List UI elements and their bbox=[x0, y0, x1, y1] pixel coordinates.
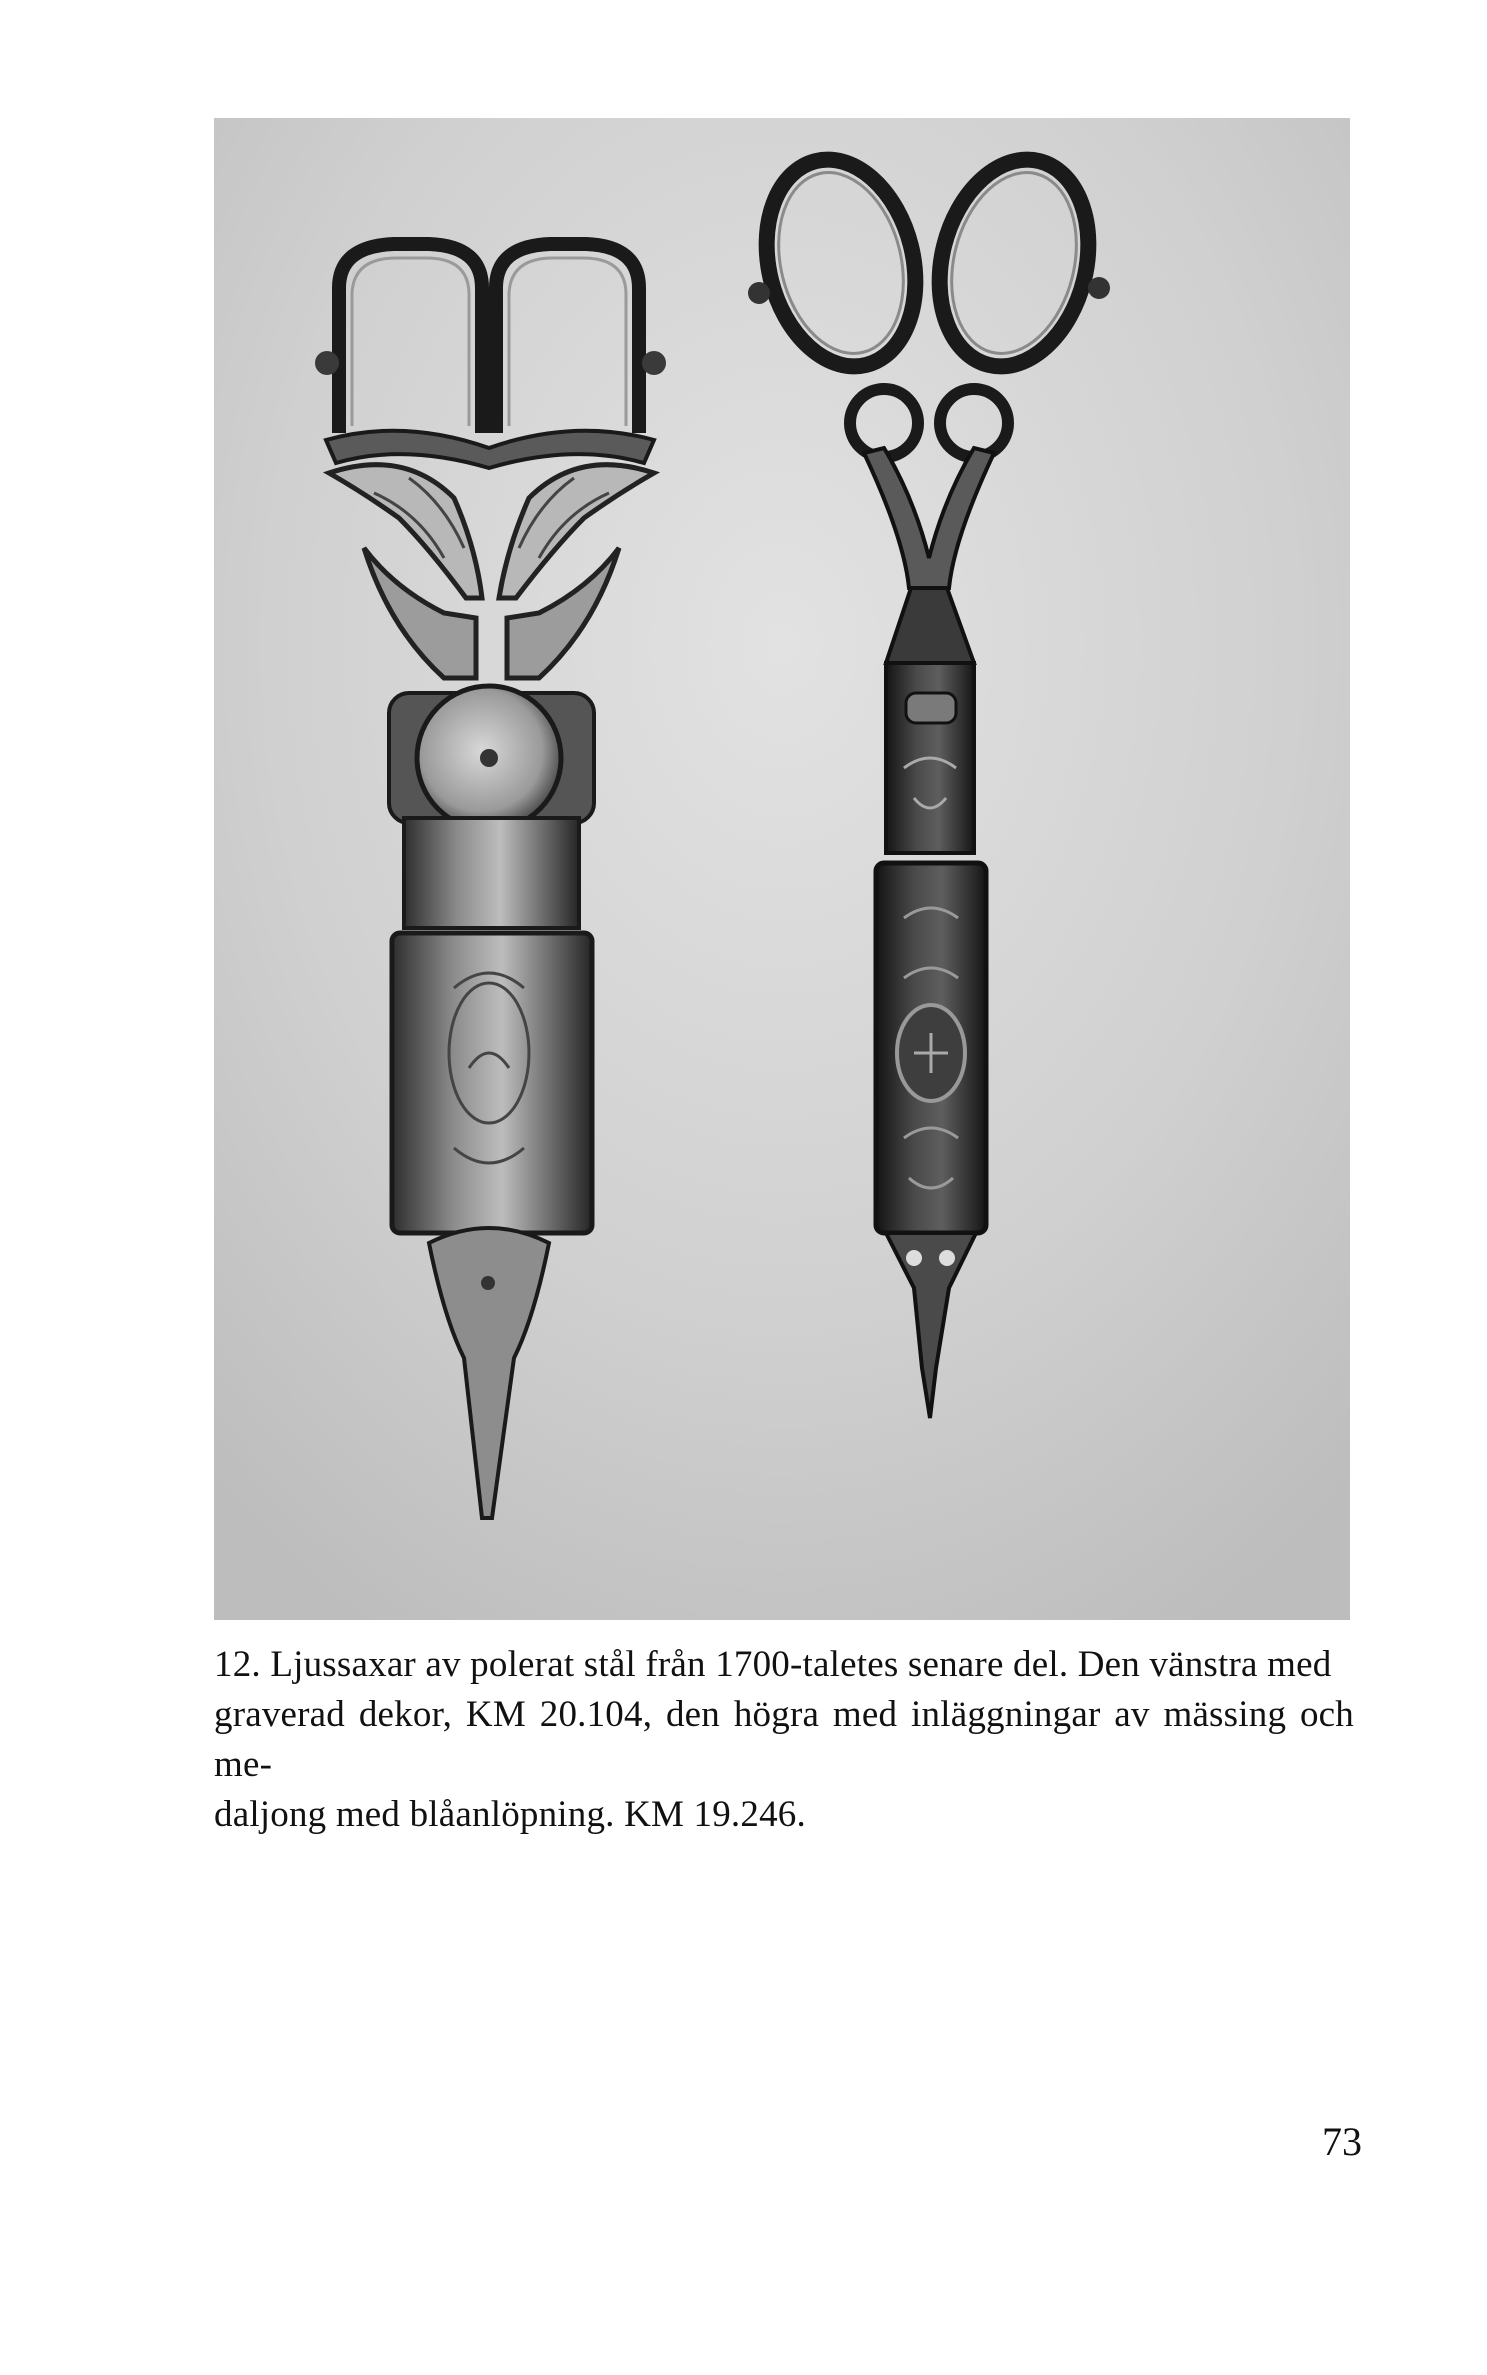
caption-line-1: 12. Ljussaxar av polerat stål från 1700-taletes senare del. Den vänstra med bbox=[214, 1644, 1332, 1685]
caption-line-2: graverad dekor, KM 20.104, den högra med inläggningar av mässing och me- bbox=[214, 1694, 1354, 1785]
figure-photograph bbox=[214, 118, 1350, 1620]
caption-line-3: daljong med blåanlöpning. KM 19.246. bbox=[214, 1794, 806, 1835]
figure-caption bbox=[214, 1640, 1354, 1840]
caption-number: 12. bbox=[214, 1644, 261, 1685]
page-number: 73 bbox=[1322, 2119, 1362, 2164]
